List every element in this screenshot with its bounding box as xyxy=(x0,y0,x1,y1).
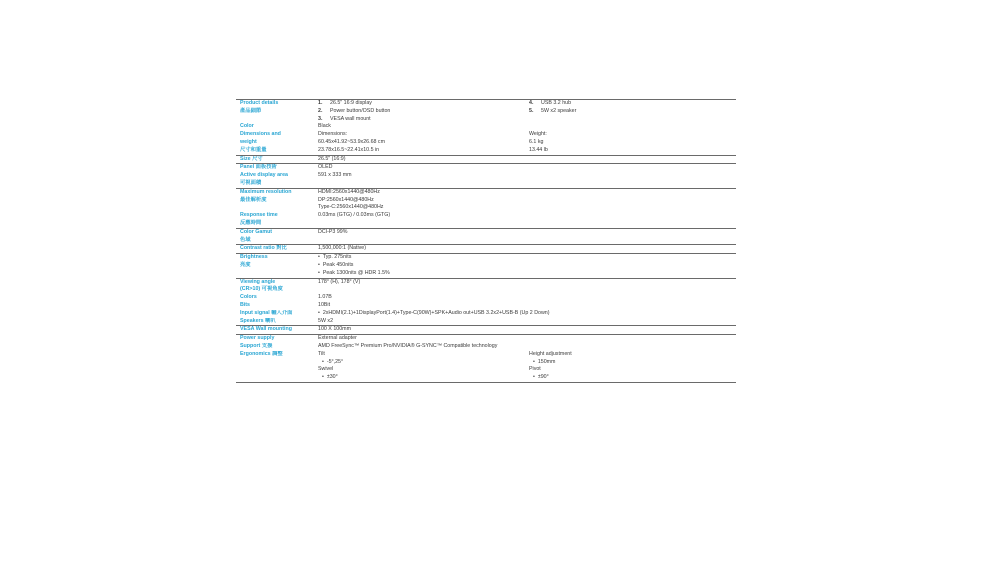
label-en: Color Gamut xyxy=(240,228,273,235)
item-text: 5W x2 speaker xyxy=(541,107,577,114)
weight-kg: 6.1 kg xyxy=(529,138,544,145)
label-en: Contrast ratio xyxy=(240,245,275,252)
label-zh: 最佳解析度 xyxy=(240,196,267,203)
label-en: Size xyxy=(240,155,251,162)
item-num: 2. xyxy=(318,107,323,114)
resolution-hdmi: HDMI:2560x1440@480Hz xyxy=(318,188,380,195)
row-input-signal xyxy=(236,310,736,318)
value-support: AMD FreeSync™ Premium Pro/NVIDIA® G-SYNC™ Compatible technology xyxy=(318,342,498,349)
resolution-typec: Type-C:2560x1440@480Hz xyxy=(318,204,384,211)
label-en2: weight xyxy=(240,138,257,145)
label-vesa xyxy=(236,326,314,335)
row-product-details xyxy=(236,100,736,124)
brightness-peak: • Peak 450nits xyxy=(318,262,734,270)
row-support xyxy=(236,343,736,351)
label-brightness xyxy=(236,254,314,278)
label-zh: 面板技術 xyxy=(255,164,277,171)
row-colors xyxy=(236,294,736,302)
label-en: Response time xyxy=(240,212,278,219)
swivel-title: Swivel xyxy=(318,366,334,373)
value-response-time: 0.03ms (GTG) / 0.03ms (GTG) xyxy=(318,212,391,219)
label-dimensions xyxy=(236,131,314,155)
label-en: Panel xyxy=(240,164,255,171)
row-response-time xyxy=(236,212,736,228)
item-num: 3. xyxy=(318,115,323,122)
label-zh: 輸入介面 xyxy=(271,309,293,316)
row-speakers xyxy=(236,318,736,326)
weight-lb: 13.44 lb xyxy=(529,146,548,153)
label-product-details xyxy=(236,100,314,124)
product-item-2 xyxy=(318,108,523,116)
label-zh: 尺寸 xyxy=(252,155,263,162)
label-color-gamut xyxy=(236,228,314,245)
value-dimensions xyxy=(314,131,525,155)
label-zh: 色域 xyxy=(240,236,251,243)
label-en: VESA Wall mounting xyxy=(240,326,292,333)
height-value: • 150mm xyxy=(529,359,734,367)
pivot-value: • ±90° xyxy=(529,374,734,382)
label-viewing-angle xyxy=(236,278,314,294)
label-zh: 亮度 xyxy=(240,261,251,268)
label-input-signal xyxy=(236,310,314,318)
value-max-resolution xyxy=(314,188,736,212)
product-items-right xyxy=(525,100,736,124)
row-bits xyxy=(236,302,736,310)
label-ergonomics xyxy=(236,351,314,383)
value-active-area: 591 x 333 mm xyxy=(318,172,352,179)
label-zh: 產品細節 xyxy=(240,107,262,114)
value-bits: 10Bit xyxy=(318,301,331,308)
ergonomics-right xyxy=(525,351,736,383)
label-en: Product details xyxy=(240,100,279,106)
tilt-title: Tilt xyxy=(318,350,325,357)
value-weight xyxy=(525,131,736,155)
value-colors: 1.07B xyxy=(318,294,332,301)
item-text: VESA wall mount xyxy=(330,115,371,122)
spec-table xyxy=(236,99,736,383)
item-num: 5. xyxy=(529,107,534,114)
row-power-supply xyxy=(236,335,736,343)
label-support xyxy=(236,343,314,351)
dimensions-cm: 60.45x41.92~53.9x26.68 cm xyxy=(318,138,385,145)
label-zh: 反應時間 xyxy=(240,219,262,226)
label-zh: 可視面積 xyxy=(240,179,262,186)
product-item-1 xyxy=(318,100,523,108)
row-max-resolution xyxy=(236,188,736,212)
label-size xyxy=(236,155,314,164)
value-contrast: 1,500,000:1 (Native) xyxy=(314,245,736,254)
label-en: Speakers xyxy=(240,317,264,324)
label-zh: 可視角度 xyxy=(261,286,283,293)
dimensions-title: Dimensions: xyxy=(318,131,348,138)
item-num: 4. xyxy=(529,100,534,106)
item-num: 1. xyxy=(318,100,323,106)
row-viewing-angle xyxy=(236,278,736,294)
item-text: Power button/OSD button xyxy=(330,107,391,114)
row-color xyxy=(236,123,736,131)
resolution-dp: DP:2560x1440@480Hz xyxy=(318,196,374,203)
label-zh: 對比 xyxy=(276,245,287,252)
label-en: Power supply xyxy=(240,335,275,342)
row-dimensions xyxy=(236,131,736,155)
label-speakers xyxy=(236,318,314,326)
label-zh: 尺寸和重量 xyxy=(240,146,267,153)
value-color: Black xyxy=(318,123,331,130)
row-active-area xyxy=(236,172,736,188)
brightness-typ: • Typ. 275nits xyxy=(318,254,734,262)
label-en2: (CR>10) xyxy=(240,286,261,293)
label-en: Support xyxy=(240,342,261,349)
value-power-supply: External adapter xyxy=(314,335,736,343)
input-signal-text: • 2xHDMI(2.1)+1DisplayPort(1.4)+Type-C(90W)+SPK+Audio out+USB 3.2x2+USB-B (Up 2 Down) xyxy=(318,310,550,316)
label-en: Maximum resolution xyxy=(240,188,292,195)
row-color-gamut xyxy=(236,228,736,245)
row-ergonomics xyxy=(236,351,736,383)
value-viewing-angle: 178° (H), 178° (V) xyxy=(314,278,736,294)
product-item-4 xyxy=(529,100,734,108)
label-zh: 支援 xyxy=(261,342,273,349)
value-brightness xyxy=(314,254,736,278)
row-brightness xyxy=(236,254,736,278)
ergonomics-left xyxy=(314,351,525,383)
label-power-supply xyxy=(236,335,314,343)
label-panel xyxy=(236,164,314,172)
product-items-left xyxy=(314,100,525,124)
label-active-area xyxy=(236,172,314,188)
value-size: 26.5" (16:9) xyxy=(314,155,736,164)
swivel-value: • ±30° xyxy=(318,374,523,382)
item-text: 26.5" 16:9 display xyxy=(330,100,372,106)
label-en: Ergonomics xyxy=(240,350,271,357)
label-en: Viewing angle xyxy=(240,278,276,285)
row-contrast xyxy=(236,245,736,254)
label-contrast xyxy=(236,245,314,254)
label-en: Bits xyxy=(240,301,251,308)
label-en: Active display area xyxy=(240,172,288,179)
label-max-resolution xyxy=(236,188,314,212)
row-size xyxy=(236,155,736,164)
label-zh: 調整 xyxy=(272,350,283,357)
tilt-value: • -5°,25° xyxy=(318,359,523,367)
product-item-3 xyxy=(318,116,523,124)
dimensions-in: 23.78x16.5~22.41x10.5 in xyxy=(318,146,380,153)
row-vesa xyxy=(236,326,736,335)
label-en: Brightness xyxy=(240,254,268,261)
item-text: USB 3.2 hub xyxy=(541,100,572,106)
value-vesa: 100 X 100mm xyxy=(314,326,736,335)
product-item-5 xyxy=(529,108,734,116)
row-panel xyxy=(236,164,736,172)
pivot-title: Pivot xyxy=(529,366,541,373)
value-panel: OLED xyxy=(314,164,736,172)
label-en: Color xyxy=(240,123,254,130)
value-input-signal xyxy=(314,310,736,318)
label-bits xyxy=(236,302,314,310)
label-response-time xyxy=(236,212,314,228)
label-en: Dimensions and xyxy=(240,131,281,138)
label-colors xyxy=(236,294,314,302)
brightness-hdr: • Peak 1300nits @ HDR 1.5% xyxy=(318,270,734,278)
label-en: Input signal xyxy=(240,309,270,316)
value-color-gamut: DCI-P3 99% xyxy=(314,228,736,245)
label-en: Colors xyxy=(240,294,257,301)
height-title: Height adjustment xyxy=(529,350,572,357)
weight-title: Weight: xyxy=(529,131,547,138)
value-speakers: 5W x2 xyxy=(318,317,334,324)
label-color xyxy=(236,123,314,131)
label-zh: 喇叭 xyxy=(265,317,276,324)
